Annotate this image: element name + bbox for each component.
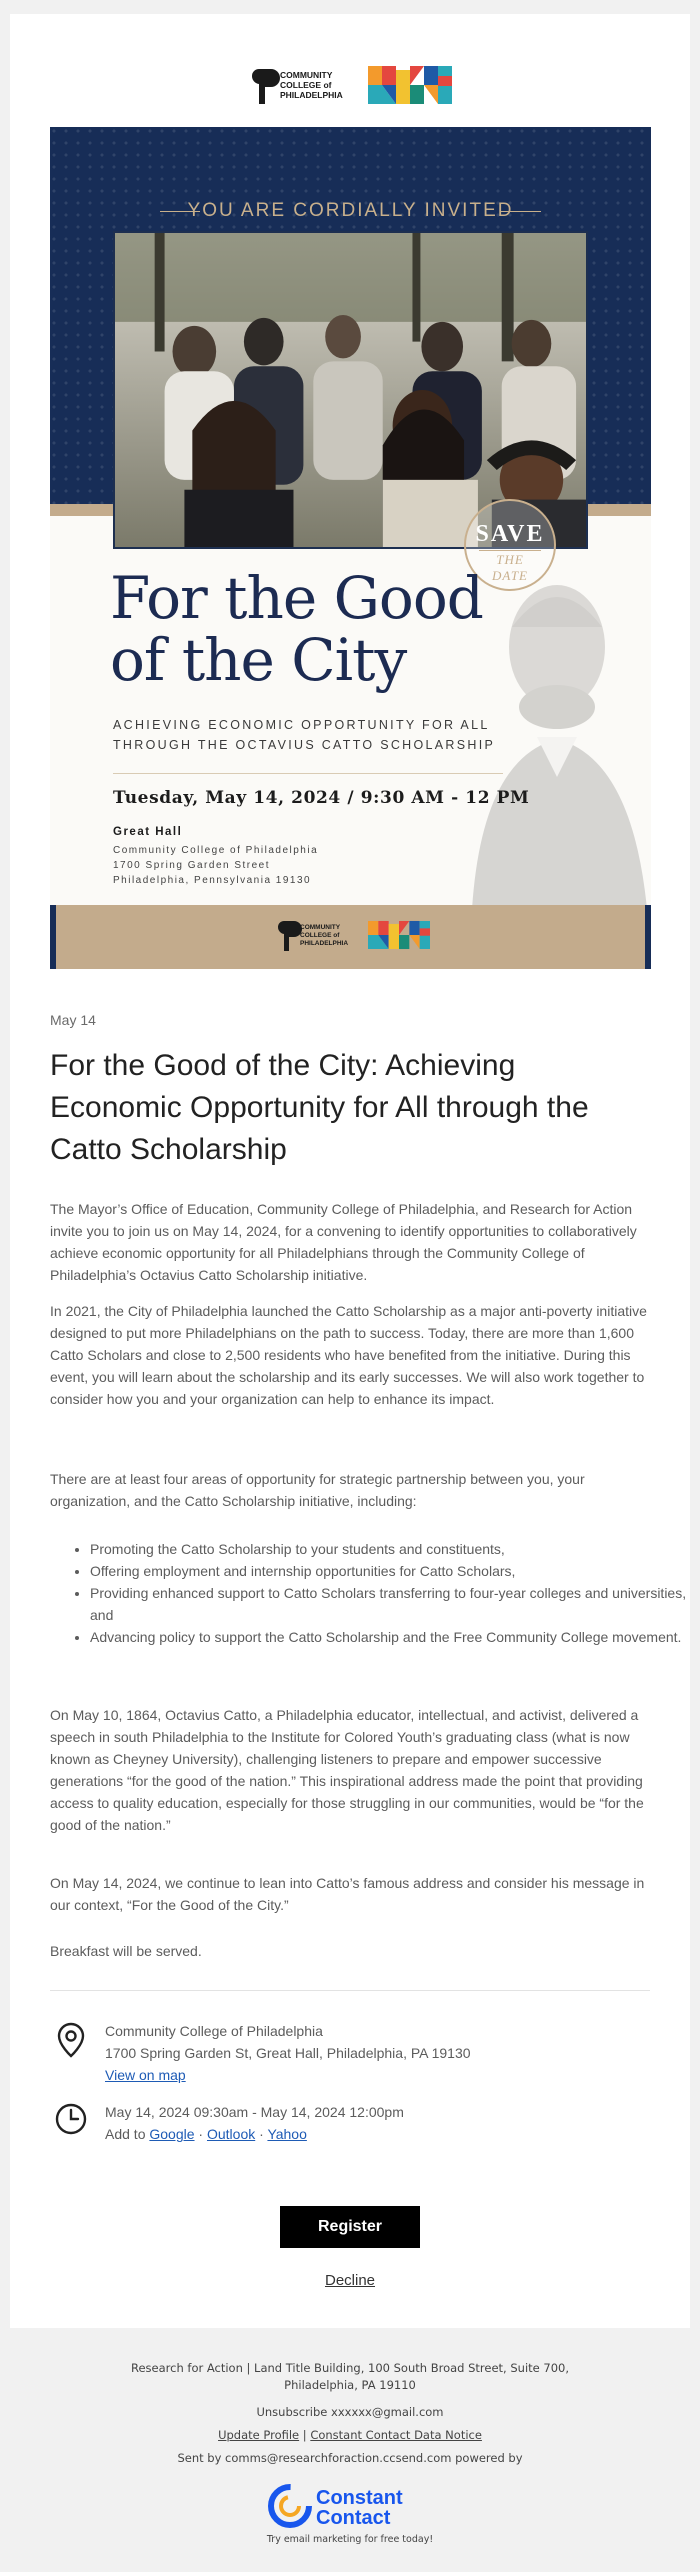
list-item: • Advancing policy to support the Catto Scholarship and the Free Community College movement. bbox=[90, 1626, 690, 1648]
view-on-map-link[interactable]: View on map bbox=[105, 2067, 186, 2083]
separator: · bbox=[198, 2126, 204, 2142]
event-paragraph-1: The Mayor’s Office of Education, Community College of Philadelphia, and Research for Action invite you to join us on May 14, 2024, for a convening to identify opportunities to collaboratively achieve economic opportunity for all Philadelphians through the Community College of Philadelphia’s Octavius Catto Scholarship initiative. bbox=[50, 1201, 637, 1283]
add-to-label: Add to bbox=[105, 2126, 146, 2142]
list-item: • Promoting the Catto Scholarship to your students and constituents, bbox=[90, 1538, 690, 1560]
rfa-logo bbox=[368, 66, 452, 104]
clock-icon bbox=[54, 2102, 88, 2136]
unsubscribe-link[interactable]: Unsubscribe xxxxxx@gmail.com bbox=[256, 2405, 444, 2419]
banner-footer-band bbox=[50, 905, 651, 969]
separator: · bbox=[259, 2126, 264, 2142]
list-item: • Offering employment and internship opportunities for Catto Scholars, bbox=[90, 1560, 690, 1582]
banner-ccp-line2: COLLEGE of bbox=[300, 932, 340, 939]
constant-contact-tagline[interactable]: Try email marketing for free today! bbox=[266, 2534, 434, 2545]
banner-rfa-logo bbox=[368, 918, 430, 952]
section-divider bbox=[50, 1990, 650, 1991]
hero-title bbox=[110, 564, 530, 694]
hero-title-line2: of the City bbox=[110, 626, 407, 694]
partnership-list bbox=[50, 1538, 690, 1648]
invite-heading: YOU ARE CORDIALLY INVITED bbox=[187, 200, 514, 221]
event-paragraph-5: On May 14, 2024, we continue to lean into Catto’s famous address and consider his message in our context, “For the Good of the City.” bbox=[50, 1875, 645, 1913]
hero-title-line1: For the Good bbox=[110, 564, 483, 632]
ccp-logo-line2: COLLEGE of bbox=[280, 80, 332, 90]
hero-subtitle-line1: ACHIEVING ECONOMIC OPPORTUNITY FOR ALL bbox=[113, 718, 490, 732]
location-info bbox=[105, 2020, 471, 2086]
add-to-google-link[interactable]: Google bbox=[149, 2126, 195, 2142]
ccp-logo bbox=[250, 66, 354, 104]
hero-address-line2: 1700 Spring Garden Street bbox=[113, 860, 271, 871]
data-notice-link[interactable]: Constant Contact Data Notice bbox=[310, 2428, 482, 2442]
decline-link[interactable]: Decline bbox=[324, 2272, 376, 2289]
event-paragraph-6: Breakfast will be served. bbox=[50, 1943, 202, 1959]
location-address: 1700 Spring Garden St, Great Hall, Philadelphia, PA 19130 bbox=[105, 2045, 471, 2061]
location-name: Community College of Philadelphia bbox=[105, 2023, 323, 2039]
footer-sent-by: Sent by comms@researchforaction.ccsend.com powered by bbox=[177, 2451, 523, 2465]
event-date-label: May 14 bbox=[50, 1012, 96, 1028]
cc-logo-line1: Constant bbox=[316, 2487, 403, 2509]
footer-org-line1: Research for Action | Land Title Building, 100 South Broad Street, Suite 700, bbox=[130, 2361, 569, 2375]
hero-venue: Great Hall bbox=[113, 826, 183, 838]
time-range: May 14, 2024 09:30am - May 14, 2024 12:00pm bbox=[105, 2104, 404, 2120]
email-footer bbox=[0, 2360, 700, 2467]
event-title: For the Good of the City: Achieving Economic Opportunity for All through the Catto Scholarship bbox=[50, 1049, 589, 1166]
event-paragraph-2: In 2021, the City of Philadelphia launched the Catto Scholarship as a major anti-poverty initiative designed to put more Philadelphians on the path to success. Today, there are more than 1,600 Catto Scholars and close to 2,500 residents who have benefited from the initiative. During this event, you will learn about the scholarship and its early successes. We will also work together to consider how you and your organization can help to enhance its impact. bbox=[50, 1303, 647, 1407]
seal-date-text: THE DATE bbox=[479, 550, 541, 584]
email-card bbox=[10, 14, 690, 2328]
banner-ccp-line1: COMMUNITY bbox=[300, 924, 341, 931]
hero-subtitle bbox=[113, 715, 533, 755]
hero-address bbox=[113, 843, 318, 888]
footer-org-line2: Philadelphia, PA 19110 bbox=[284, 2378, 416, 2392]
list-item: • Providing enhanced support to Catto Scholars transferring to four-year colleges and universities, and bbox=[90, 1582, 690, 1626]
hero-address-line1: Community College of Philadelphia bbox=[113, 845, 319, 856]
hero-address-line3: Philadelphia, Pennsylvania 19130 bbox=[113, 875, 312, 886]
save-the-date-banner bbox=[50, 127, 651, 969]
event-paragraph-4: On May 10, 1864, Octavius Catto, a Philadelphia educator, intellectual, and activist, delivered a speech in south Philadelphia to the Institute for Colored Youth’s graduating class (what is now known as Cheyney University), challenging listeners to prepare and empower successive generations “for the good of the nation.” This inspirational address made the point that providing access to quality education, especially for those struggling in our communities, would be “for the good of the nation.” bbox=[50, 1707, 644, 1833]
hero-date-time: Tuesday, May 14, 2024 / 9:30 AM - 12 PM bbox=[113, 788, 530, 808]
hero-subtitle-line2: THROUGH THE OCTAVIUS CATTO SCHOLARSHIP bbox=[113, 738, 496, 752]
ccp-logo-line3: PHILADELPHIA bbox=[280, 90, 343, 100]
add-to-yahoo-link[interactable]: Yahoo bbox=[267, 2126, 307, 2142]
banner-ccp-logo bbox=[276, 918, 354, 952]
register-button[interactable]: Register bbox=[280, 2206, 420, 2248]
time-info bbox=[105, 2101, 404, 2145]
ccp-logo-line1: COMMUNITY bbox=[280, 70, 333, 80]
separator: | bbox=[302, 2428, 307, 2442]
banner-ccp-line3: PHILADELPHIA bbox=[300, 940, 349, 947]
seal-save-text: SAVE bbox=[475, 521, 545, 547]
hero-divider bbox=[113, 773, 503, 774]
footer-links bbox=[0, 2427, 700, 2444]
constant-contact-logo[interactable] bbox=[268, 2484, 438, 2528]
event-paragraph-3: There are at least four areas of opportunity for strategic partnership between you, your organization, and the Catto Scholarship initiative, including: bbox=[50, 1471, 585, 1509]
header-logos bbox=[10, 60, 690, 110]
location-pin-icon bbox=[56, 2022, 86, 2058]
update-profile-link[interactable]: Update Profile bbox=[218, 2428, 300, 2442]
cc-logo-line2: Contact bbox=[316, 2507, 391, 2528]
add-to-outlook-link[interactable]: Outlook bbox=[206, 2126, 256, 2142]
add-to-calendar bbox=[105, 2123, 404, 2145]
